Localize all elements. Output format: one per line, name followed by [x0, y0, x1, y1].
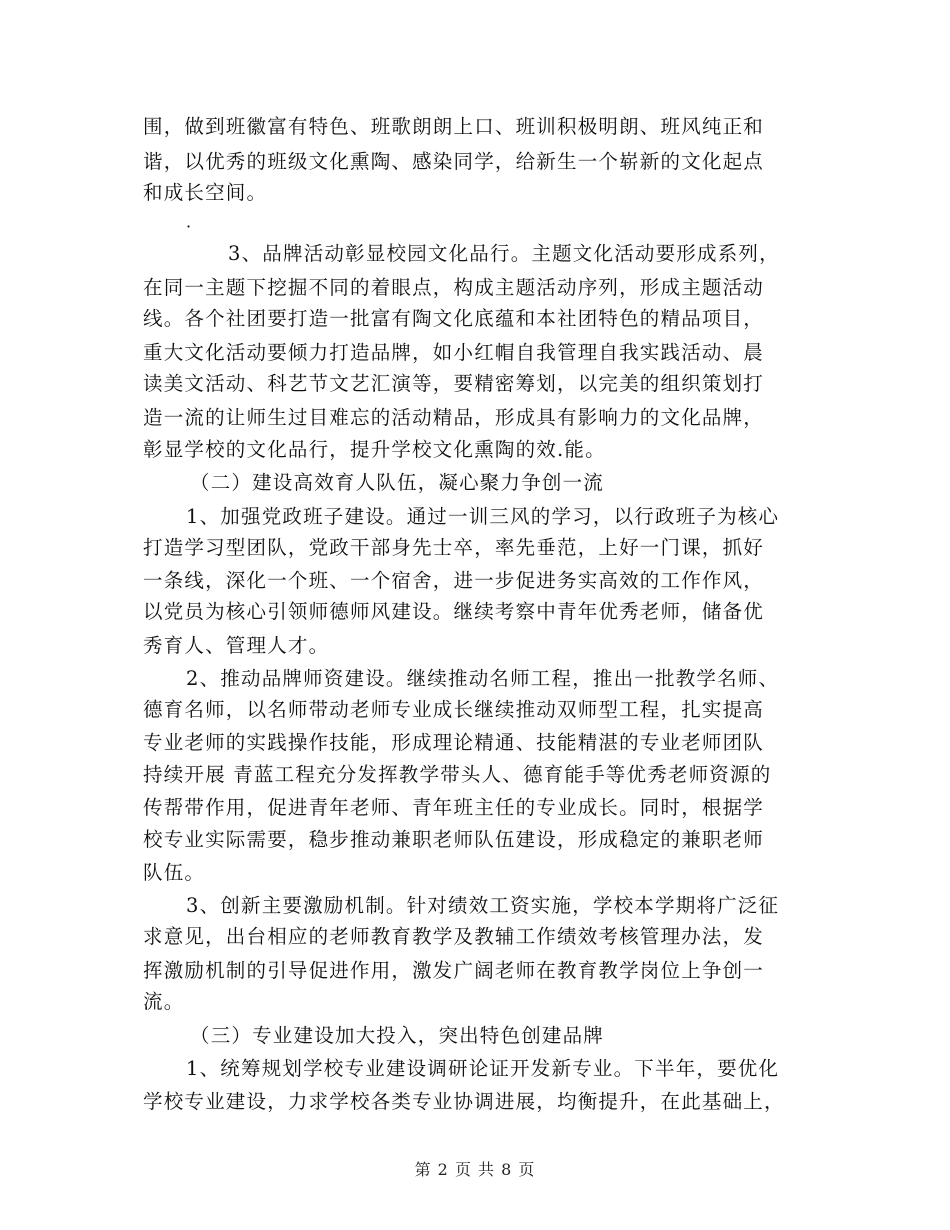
text-line: 谐，以优秀的班级文化熏陶、感染同学，给新生一个崭新的文化起点 — [143, 150, 765, 173]
text-line: 秀育人、管理人才。 — [143, 634, 330, 657]
stray-mark: · — [186, 217, 192, 236]
text-line: 围，做到班徽富有特色、班歌朗朗上口、班训积极明朗、班风纯正和 — [143, 115, 765, 138]
paragraph-first-line: 1、加强党政班子建设。通过一训三风的学习，以行政班子为核心 — [186, 505, 780, 528]
text-line: 求意见，出台相应的老师教育教学及教辅工作绩效考核管理办法，发 — [143, 925, 765, 948]
text-line: 持续开展 青蓝工程充分发挥教学带头人、德育能手等优秀老师资源的 — [143, 763, 772, 786]
page-footer: 第 2 页 共 8 页 — [414, 1160, 536, 1179]
paragraph-first-line: 1、统筹规划学校专业建设调研论证开发新专业。下半年，要优化 — [186, 1057, 780, 1080]
paragraph-first-line: 3、创新主要激励机制。针对绩效工资实施，学校本学期将广泛征 — [186, 894, 780, 917]
text-line: 打造学习型团队，党政干部身先士卒，率先垂范，上好一门课，抓好 — [143, 536, 765, 559]
text-line: 以党员为核心引领师德师风建设。继续考察中青年优秀老师，储备优 — [143, 600, 765, 623]
paragraph-first-line: 2、推动品牌师资建设。继续推动名师工程，推出一批教学名师、 — [186, 667, 780, 690]
text-line: 重大文化活动要倾力打造品牌，如小红帽自我管理自我实践活动、晨 — [143, 341, 765, 364]
text-line: 线。各个社团要打造一批富有陶文化底蕴和本社团特色的精品项目， — [143, 307, 765, 330]
text-line: 造一流的让师生过目难忘的活动精品，形成具有影响力的文化品牌， — [143, 406, 765, 429]
text-line: 挥激励机制的引导促进作用，激发广阔老师在教育教学岗位上争创一 — [143, 959, 765, 982]
text-line: 传帮带作用，促进青年老师、青年班主任的专业成长。同时，根据学 — [143, 796, 765, 819]
text-line: 校专业实际需要，稳步推动兼职老师队伍建设，形成稳定的兼职老师 — [143, 828, 765, 851]
text-line: 彰显学校的文化品行，提升学校文化熏陶的效.能。 — [143, 438, 606, 461]
text-line: 流。 — [143, 990, 185, 1013]
text-line: 队伍。 — [143, 861, 206, 884]
text-line: 在同一主题下挖掘不同的着眼点，构成主题活动序列，形成主题活动 — [143, 276, 765, 299]
text-line: 专业老师的实践操作技能，形成理论精通、技能精湛的专业老师团队 — [143, 731, 765, 754]
section-heading: （三）专业建设加大投入，突出特色创建品牌 — [190, 1024, 605, 1047]
text-line: 学校专业建设，力求学校各类专业协调进展，均衡提升，在此基础上， — [143, 1090, 785, 1113]
text-line: 和成长空间。 — [143, 181, 268, 204]
text-line: 一条线，深化一个班、一个宿舍，进一步促进务实高效的工作作风， — [143, 569, 765, 592]
text-line: 读美文活动、科艺节文艺汇演等，要精密筹划，以完美的组织策划打 — [143, 372, 765, 395]
paragraph-first-line: 3、品牌活动彰显校园文化品行。主题文化活动要形成系列， — [228, 242, 780, 265]
text-line: 德育名师，以名师带动老师专业成长继续推动双师型工程，扎实提高 — [143, 698, 765, 721]
section-heading: （二）建设高效育人队伍，凝心聚力争创一流 — [190, 471, 605, 494]
